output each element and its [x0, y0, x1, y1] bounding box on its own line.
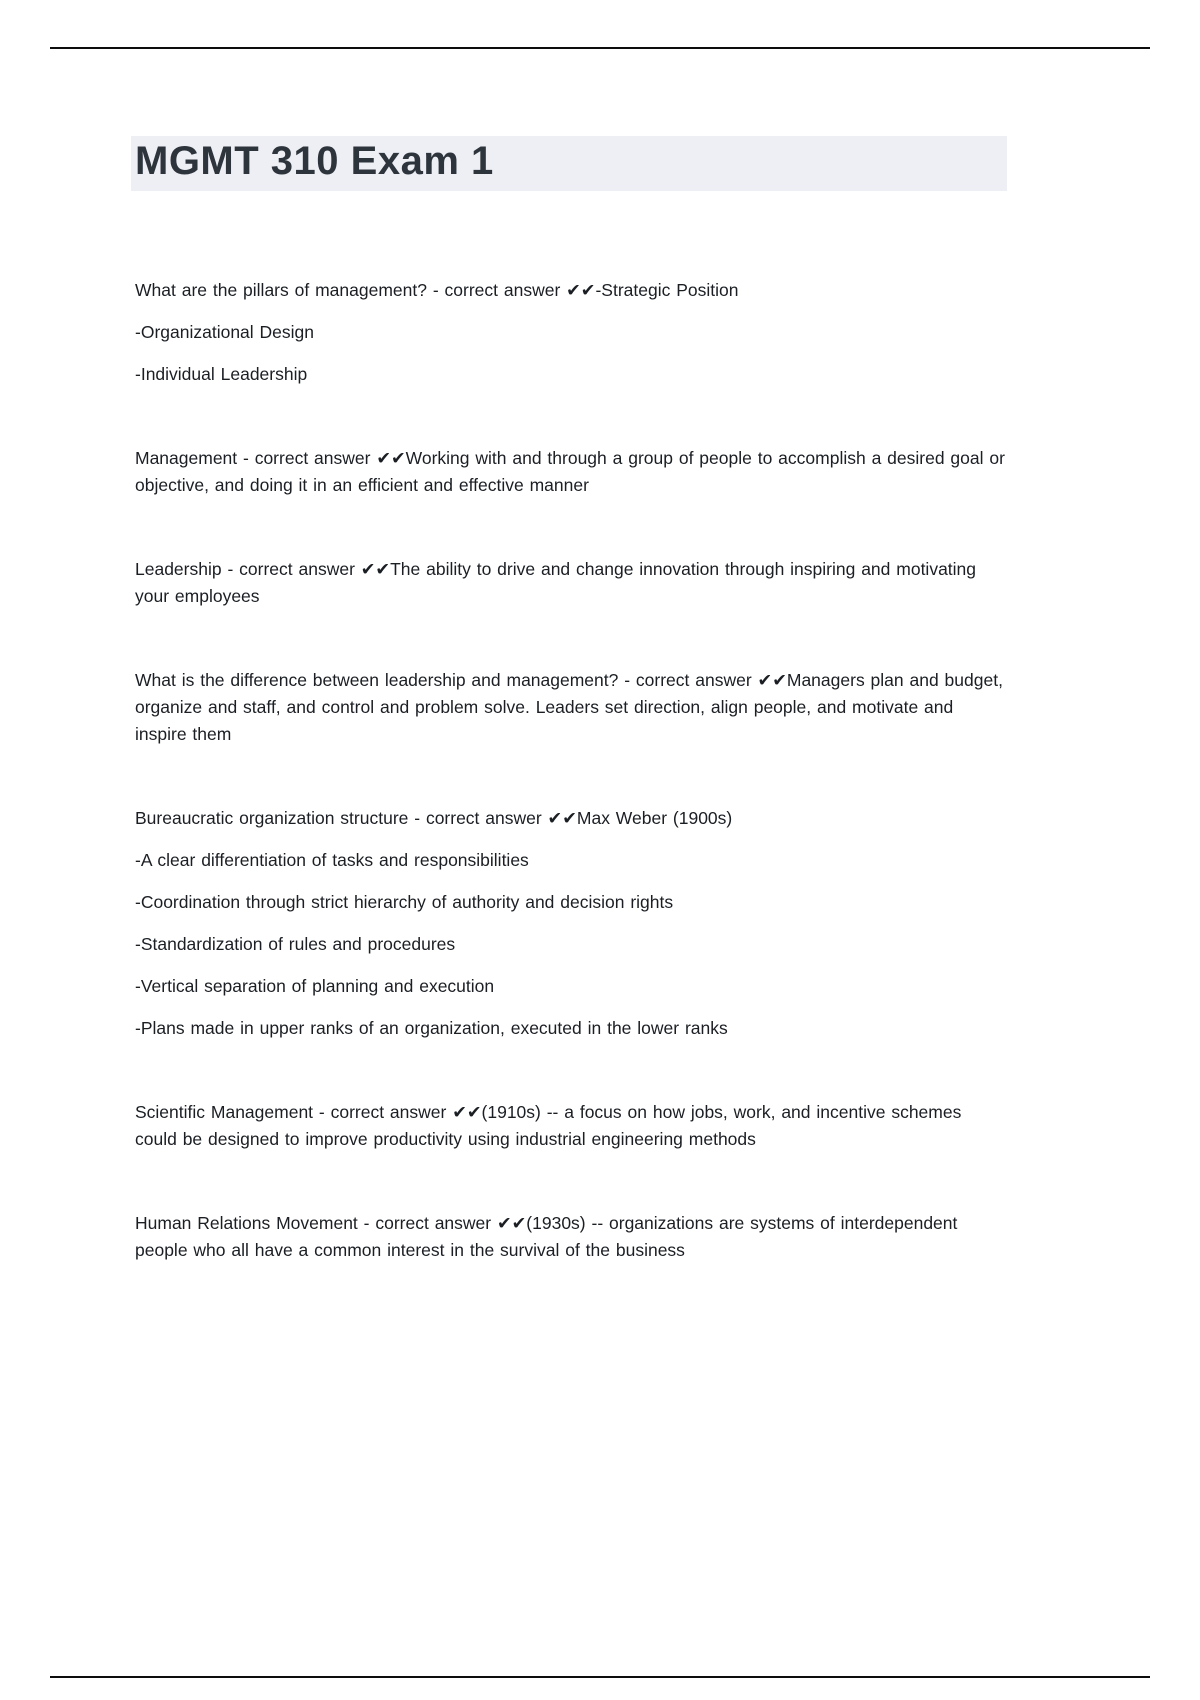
qa-paragraph: What is the difference between leadership and management? - correct answer ✔✔Managers plan and budget, organize and staff, and control and problem solve. Leaders set direction, align people, and motivate and inspire them — [135, 670, 1003, 744]
qa-block — [135, 1099, 1007, 1153]
qa-block — [135, 277, 1007, 388]
qa-paragraph: -Individual Leadership — [135, 364, 308, 384]
qa-paragraph: Leadership - correct answer ✔✔The ability to drive and change innovation through inspiring and motivating your employees — [135, 559, 977, 606]
qa-paragraph: -Organizational Design — [135, 322, 315, 342]
qa-paragraph: -A clear differentiation of tasks and responsibilities — [135, 850, 529, 870]
qa-paragraph: -Plans made in upper ranks of an organization, executed in the lower ranks — [135, 1018, 728, 1038]
qa-paragraph: Management - correct answer ✔✔Working with and through a group of people to accomplish a desired goal or objective, and doing it in an efficient and effective manner — [135, 448, 1005, 495]
qa-paragraph: Scientific Management - correct answer ✔✔(1910s) -- a focus on how jobs, work, and incentive schemes could be designed to improve productivity using industrial engineering methods — [135, 1102, 962, 1149]
qa-block — [135, 667, 1007, 748]
qa-block — [135, 556, 1007, 610]
qa-paragraph: Human Relations Movement - correct answer ✔✔(1930s) -- organizations are systems of interdependent people who all have a common interest in the survival of the business — [135, 1213, 958, 1260]
qa-paragraph: -Coordination through strict hierarchy of authority and decision rights — [135, 892, 674, 912]
document-title: MGMT 310 Exam 1 — [135, 139, 494, 183]
document-content — [135, 136, 1007, 1321]
qa-paragraph: -Standardization of rules and procedures — [135, 934, 456, 954]
title-highlight — [131, 136, 1007, 191]
qa-paragraph: What are the pillars of management? - correct answer ✔✔-Strategic Position — [135, 280, 739, 300]
qa-block — [135, 805, 1007, 1042]
bottom-rule — [50, 1676, 1150, 1678]
qa-paragraph: -Vertical separation of planning and execution — [135, 976, 495, 996]
qa-block — [135, 1210, 1007, 1264]
qa-block — [135, 445, 1007, 499]
qa-paragraph: Bureaucratic organization structure - correct answer ✔✔Max Weber (1900s) — [135, 808, 733, 828]
top-rule — [50, 47, 1150, 49]
